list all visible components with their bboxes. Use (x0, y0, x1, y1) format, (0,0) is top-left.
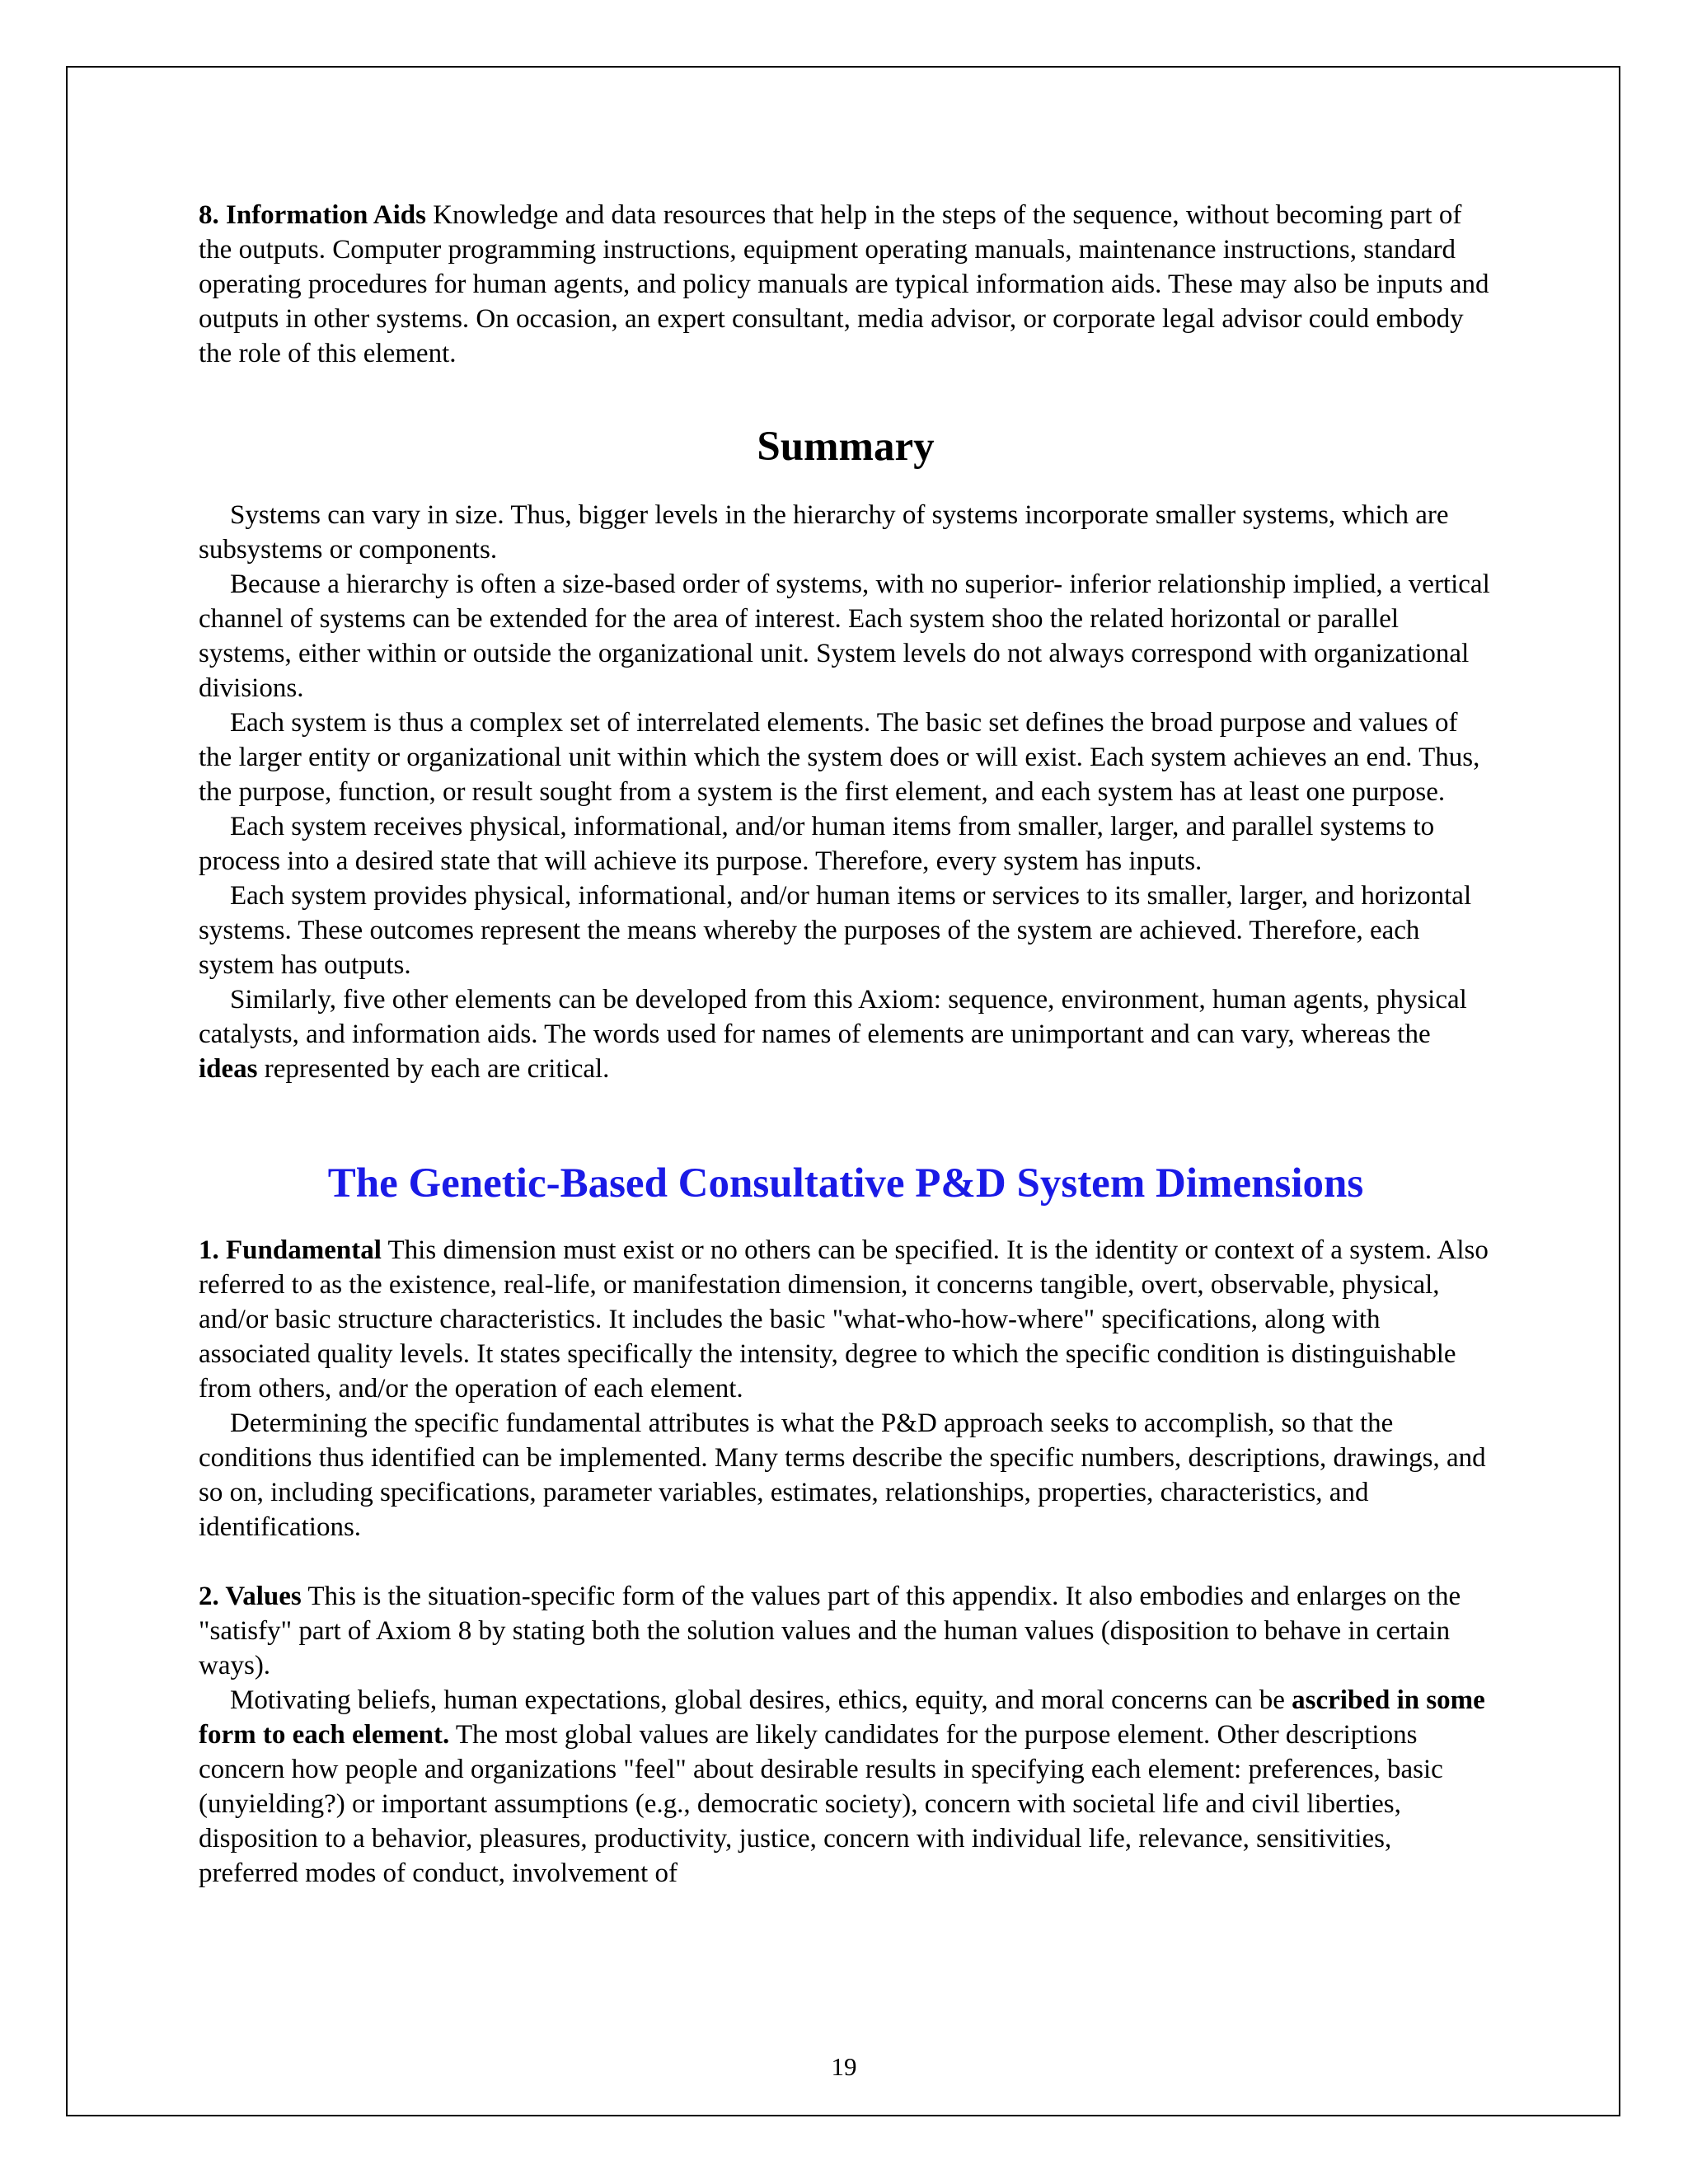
values-p2-text-b: The most global values are likely candidates for the purpose element. Other descriptions concern how people and organizations "feel" about desirable results in specifying each element: preferences, basic (unyielding?) or important assumptions (e.g., democratic society), concern with societal life and civil liberties, disposition to a behavior, pleasures, productivity, justice, concern with individual life, relevance, sensitivities, preferred modes of conduct, involvement of (199, 1720, 1443, 1888)
summary-paragraph-4: Each system receives physical, informational, and/or human items from smaller, larger, and parallel systems to process into a desired state that will achieve its purpose. Therefore, every system has inputs. (199, 812, 1435, 876)
summary-heading: Summary (757, 424, 935, 470)
values-paragraph-2 (199, 1683, 1493, 1891)
summary-paragraph-2: Because a hierarchy is often a size-based order of systems, with no superior- inferior relationship implied, a vertical channel of systems can be extended for the area of interest. Each system shoo the related horizontal or parallel systems, either within or outside the organizational unit. System levels do not always correspond with organizational divisions. (199, 569, 1490, 703)
values-text: This is the situation-specific form of the values part of this appendix. It also embodies and enlarges on the "satisfy" part of Axiom 8 by stating both the solution values and the human values (disposition to behave in certain ways). (199, 1582, 1461, 1680)
fundamental-label: 1. Fundamental (199, 1235, 382, 1265)
summary-paragraph-6 (199, 982, 1493, 1086)
summary-p6-text-a: Similarly, five other elements can be developed from this Axiom: sequence, environment, human agents, physical catalysts, and information aids. The words used for names of elements are unimportant and can vary, whereas the (199, 985, 1467, 1049)
section-information-aids (199, 198, 1493, 371)
values-label: 2. Values (199, 1582, 302, 1611)
values-p2-text-a: Motivating beliefs, human expectations, global desires, ethics, equity, and moral concerns can be (230, 1685, 1292, 1715)
values-p2-bold: ascribed in some form to each element. (199, 1685, 1485, 1750)
fundamental-paragraph-2: Determining the specific fundamental attributes is what the P&D approach seeks to accomplish, so that the conditions thus identified can be implemented. Many terms describe the specific numbers, descriptions, drawings, and so on, including specifications, parameter variables, estimates, relationships, properties, characteristics, and identifications. (199, 1408, 1486, 1542)
summary-paragraph-1: Systems can vary in size. Thus, bigger levels in the hierarchy of systems incorporate smaller systems, which are subsystems or components. (199, 500, 1449, 565)
summary-p6-bold: ideas (199, 1054, 258, 1084)
dimension-fundamental (199, 1233, 1493, 1406)
fundamental-text: This dimension must exist or no others can be specified. It is the identity or context of a system. Also referred to as the existence, real-life, or manifestation dimension, it concerns tangible, overt, observable, physical, and/or basic structure characteristics. It includes the basic "what-who-how-where" specifications, along with associated quality levels. It states specifically the intensity, degree to which the specific condition is distinguishable from others, and/or the operation of each element. (199, 1235, 1489, 1404)
summary-p6-text-b: represented by each are critical. (257, 1054, 610, 1084)
information-aids-label: 8. Information Aids (199, 200, 426, 230)
summary-paragraph-3: Each system is thus a complex set of interrelated elements. The basic set defines the broad purpose and values of the larger entity or organizational unit within which the system does or will exist. Each system achieves an end. Thus, the purpose, function, or result sought from a system is the first element, and each system has at least one purpose. (199, 708, 1480, 807)
page-number: 19 (831, 2052, 857, 2081)
dimension-values (199, 1579, 1493, 1683)
page-content (199, 198, 1493, 1891)
information-aids-text: Knowledge and data resources that help in the steps of the sequence, without becoming part of the outputs. Computer programming instructions, equipment operating manuals, maintenance instructions, standard operating procedures for human agents, and policy manuals are typical information aids. These may also be inputs and outputs in other systems. On occasion, an expert consultant, media advisor, or corporate legal advisor could embody the role of this element. (199, 200, 1489, 368)
summary-paragraph-5: Each system provides physical, informational, and/or human items or services to its smaller, larger, and horizontal systems. These outcomes represent the means whereby the purposes of the system are achieved. Therefore, each system has outputs. (199, 881, 1472, 980)
dimensions-heading: The Genetic-Based Consultative P&D System Dimensions (327, 1160, 1364, 1207)
